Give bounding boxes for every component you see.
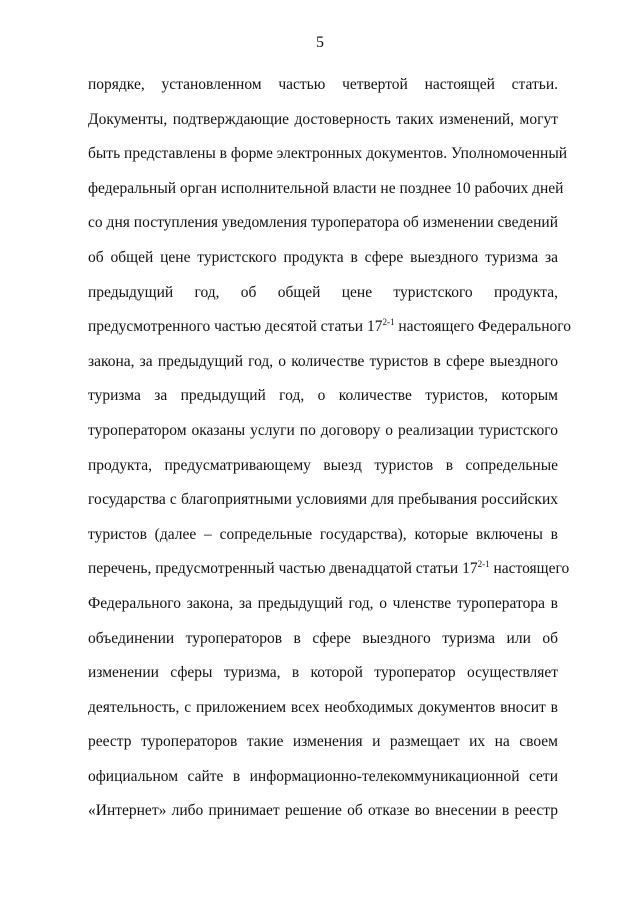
- text-line: быть представлены в форме электронных документов. Уполномоченный: [88, 145, 568, 163]
- text-line: продукта, предусматривающему выезд туристов в сопредельные: [88, 456, 558, 474]
- page-number: 5: [316, 34, 324, 51]
- text-line: объединении туроператоров в сфере выездного туризма или об: [88, 629, 558, 647]
- text-line: Документы, подтверждающие достоверность таких изменений, могут: [88, 110, 558, 128]
- superscript: 2-1: [477, 559, 490, 570]
- text-line: изменении сферы туризма, в которой туроператор осуществляет: [88, 664, 558, 682]
- text-line: перечень, предусмотренный частью двенадцатой статьи 17$^{2-1}$ настоящего: [88, 559, 570, 578]
- text-line: деятельность, с приложением всех необходимых документов вносит в: [88, 698, 558, 716]
- text-line: федеральный орган исполнительной власти не позднее 10 рабочих дней: [88, 179, 564, 197]
- text-line: предусмотренного частью десятой статьи 17$^{2-1}$ настоящего Федерального: [88, 317, 571, 336]
- text-line: порядке, установленном частью четвертой настоящей статьи.: [88, 76, 558, 93]
- text-line: «Интернет» либо принимает решение об отказе во внесении в реестр: [88, 802, 558, 820]
- text-line: предыдущий год, об общей цене туристского продукта,: [88, 283, 558, 301]
- text-line: реестр туроператоров такие изменения и размещает их на своем: [88, 733, 558, 751]
- superscript: 2-1: [382, 317, 395, 328]
- text-line: государства с благоприятными условиями для пребывания российских: [88, 491, 558, 509]
- text-line: об общей цене туристского продукта в сфере выездного туризма за: [88, 248, 558, 266]
- text-line: официальном сайте в информационно-телекоммуникационной сети: [88, 767, 558, 785]
- text-line: закона, за предыдущий год, о количестве туристов в сфере выездного: [88, 352, 558, 370]
- body-text: [88, 68, 571, 829]
- text-line: со дня поступления уведомления туроператора об изменении сведений: [88, 214, 558, 232]
- text-line: туризма за предыдущий год, о количестве туристов, которым: [88, 387, 558, 405]
- text-line: Федерального закона, за предыдущий год, о членстве туроператора в: [88, 594, 558, 612]
- text-line: туроператором оказаны услуги по договору о реализации туристского: [88, 421, 558, 439]
- text-line: туристов (далее – сопредельные государства), которые включены в: [88, 525, 558, 543]
